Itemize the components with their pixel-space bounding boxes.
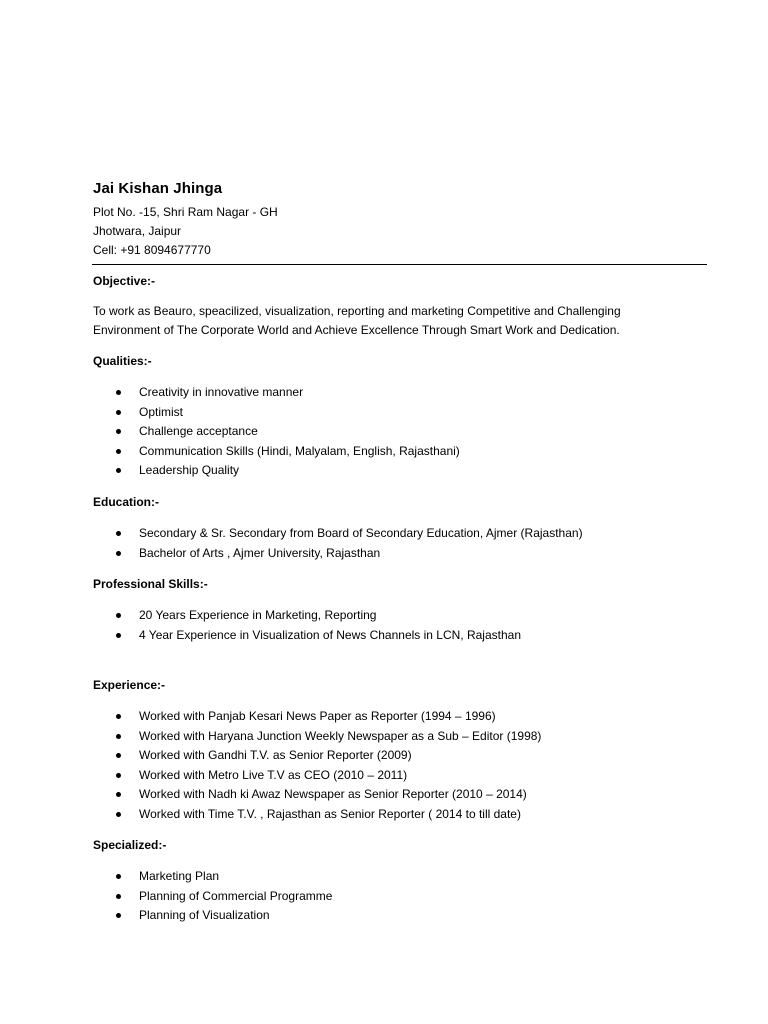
experience-heading: Experience:- bbox=[93, 678, 166, 692]
address-line-1: Plot No. -15, Shri Ram Nagar - GH bbox=[93, 205, 278, 219]
bullet-icon bbox=[116, 874, 121, 879]
bullet-icon bbox=[116, 429, 121, 434]
qualities-heading: Qualities:- bbox=[93, 354, 152, 368]
bullet-icon bbox=[116, 812, 121, 817]
bullet-icon bbox=[116, 894, 121, 899]
objective-line-2: Environment of The Corporate World and Achieve Excellence Through Smart Work and Dedication. bbox=[93, 323, 620, 337]
bullet-icon bbox=[116, 410, 121, 415]
objective-line-1: To work as Beauro, speacilized, visualization, reporting and marketing Competitive and Challenging bbox=[93, 304, 621, 318]
bullet-icon bbox=[116, 734, 121, 739]
bullet-icon bbox=[116, 551, 121, 556]
bullet-icon bbox=[116, 913, 121, 918]
objective-heading: Objective:- bbox=[93, 274, 156, 288]
bullet-icon bbox=[116, 390, 121, 395]
header-divider bbox=[92, 264, 707, 265]
candidate-name: Jai Kishan Jhinga bbox=[93, 180, 223, 197]
education-heading: Education:- bbox=[93, 495, 159, 509]
bullet-icon bbox=[116, 773, 121, 778]
professional-skills-heading: Professional Skills:- bbox=[93, 577, 208, 591]
bullet-icon bbox=[116, 753, 121, 758]
specialized-heading: Specialized:- bbox=[93, 838, 167, 852]
bullet-icon bbox=[116, 449, 121, 454]
cell-number: Cell: +91 8094677770 bbox=[93, 243, 211, 257]
bullet-icon bbox=[116, 633, 121, 638]
resume-page: Jai Kishan Jhinga Plot No. -15, Shri Ram Nagar - GH Jhotwara, Jaipur Cell: +91 8094677770 Objective:- To work as Beauro, speacilized, visualization, reporting and marketing Competitive and Challenging Environment of The Corporate World and Achieve Excellence Through Smart Work and Dedication. Qualities:- Creativity in innovative manner Optimist Challenge acceptance Communication Skills (Hindi, Malyalam, English, Rajasthani) Leadership Quality Education:- Secondary & Sr. Secondary from Board of Secondary Education, Ajmer (Rajasthan) Bachelor of Arts , Ajmer University, Rajasthan Professional Skills:- 20 Years Experience in Marketing, Reporting 4 Year Experience in Visualization of News Channels in LCN, Rajasthan Experience:- Worked with Panjab Kesari News Paper as Reporter (1994 – 1996) Worked with Haryana Junction Weekly Newspaper as a Sub – Editor (1998) Worked with Gandhi T.V. as Senior Reporter (2009) Worked with Metro Live T.V as CEO (2010 – 2011) Worked with Nadh ki Awaz Newspaper as Senior Reporter (2010 – 2014) Worked with Time T.V. , Rajasthan as Senior Reporter ( 2014 to till date) Specialized:- Marketing Plan Planning of Commercial Programme Planning of Visualization bbox=[0, 0, 768, 1024]
bullet-icon bbox=[116, 714, 121, 719]
bullet-icon bbox=[116, 792, 121, 797]
address-line-2: Jhotwara, Jaipur bbox=[93, 224, 182, 238]
bullet-icon bbox=[116, 468, 121, 473]
bullet-icon bbox=[116, 531, 121, 536]
bullet-icon bbox=[116, 613, 121, 618]
